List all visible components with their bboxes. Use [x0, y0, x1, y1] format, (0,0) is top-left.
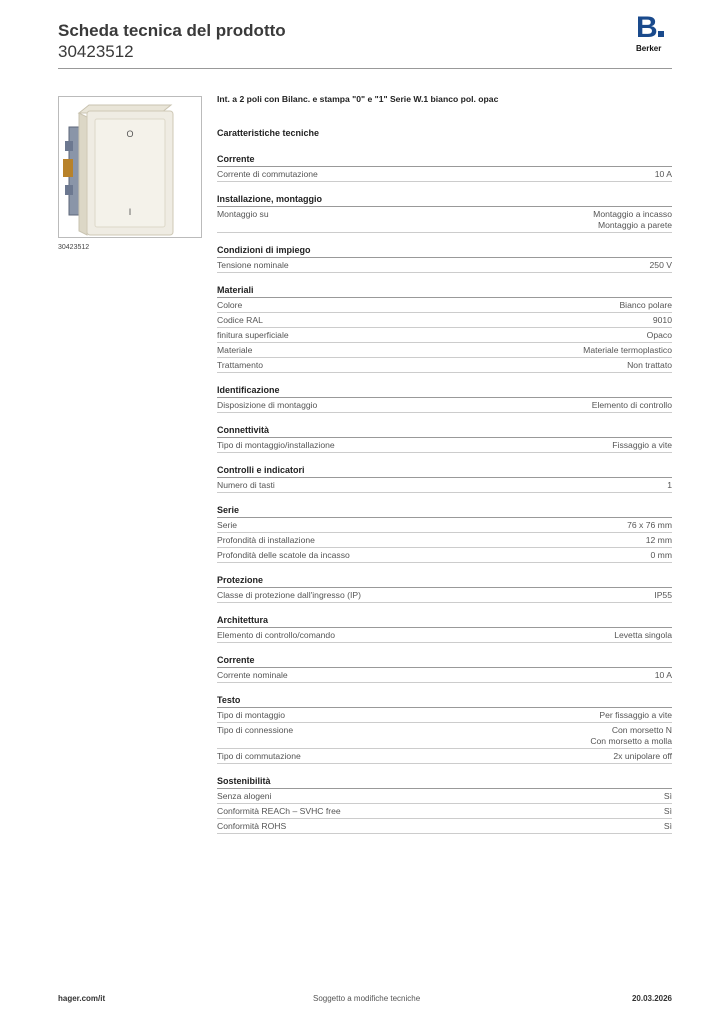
spec-group-title: Controlli e indicatori [217, 465, 672, 478]
datasheet-content [217, 94, 672, 834]
spec-value-line: Opaco [646, 329, 672, 340]
spec-value [667, 480, 672, 491]
spec-row [217, 207, 672, 233]
spec-row [217, 548, 672, 563]
product-image [58, 96, 202, 238]
berker-logo [636, 11, 676, 54]
spec-label: Classe di protezione dall'ingresso (IP) [217, 589, 361, 600]
spec-row [217, 167, 672, 182]
spec-label: Codice RAL [217, 314, 263, 325]
spec-value-line: Per fissaggio a vite [599, 709, 672, 720]
spec-label: Disposizione di montaggio [217, 399, 318, 410]
spec-value-line: Sì [663, 805, 672, 816]
spec-label: Tensione nominale [217, 259, 289, 270]
spec-row [217, 628, 672, 643]
spec-groups [217, 154, 672, 834]
spec-label: Corrente nominale [217, 669, 288, 680]
spec-row [217, 298, 672, 313]
spec-label: Montaggio su [217, 208, 269, 219]
spec-group-title: Serie [217, 505, 672, 518]
spec-label: Tipo di montaggio/installazione [217, 439, 335, 450]
spec-value-line: Con morsetto N [611, 724, 672, 735]
spec-value-line: Sì [663, 790, 672, 801]
spec-value [627, 360, 672, 371]
spec-label: Senza alogeni [217, 790, 272, 801]
spec-value [583, 345, 672, 356]
spec-value [593, 209, 672, 231]
spec-value [664, 821, 672, 832]
spec-value-line: 9010 [652, 314, 672, 325]
spec-value [592, 400, 672, 411]
spec-value [619, 300, 672, 311]
spec-value [664, 806, 672, 817]
spec-value [650, 260, 672, 271]
spec-value-line: Montaggio a parete [597, 219, 672, 230]
spec-value-line: Non trattato [627, 359, 672, 370]
spec-value-line: 10 A [654, 669, 672, 680]
spec-label: Elemento di controllo/comando [217, 629, 335, 640]
spec-group-title: Condizioni di impiego [217, 245, 672, 258]
spec-group-title: Installazione, montaggio [217, 194, 672, 207]
spec-value-line: Levetta singola [614, 629, 672, 640]
spec-value-line: Elemento di controllo [591, 399, 672, 410]
footer-website[interactable]: hager.com/it [58, 994, 106, 1003]
spec-value-line: 76 x 76 mm [627, 519, 672, 530]
header-divider [58, 68, 672, 69]
switch-top-symbol: O [126, 129, 134, 139]
spec-value-line: 0 mm [650, 549, 672, 560]
spec-value-line: IP55 [654, 589, 672, 600]
section-title: Caratteristiche tecniche [217, 128, 320, 138]
spec-row [217, 789, 672, 804]
logo-dot [658, 31, 664, 37]
spec-value [655, 670, 672, 681]
spec-value-line: 250 V [649, 259, 672, 270]
spec-row [217, 438, 672, 453]
spec-row [217, 343, 672, 358]
spec-group-title: Corrente [217, 154, 672, 167]
spec-label: Colore [217, 299, 243, 310]
spec-row [217, 358, 672, 373]
spec-label: Tipo di commutazione [217, 750, 301, 761]
spec-group-title: Identificazione [217, 385, 672, 398]
spec-label: Conformità REACh – SVHC free [217, 805, 341, 816]
spec-group-title: Corrente [217, 655, 672, 668]
footer-note: Soggetto a modifiche tecniche [313, 994, 421, 1003]
spec-group-title: Architettura [217, 615, 672, 628]
spec-value [654, 590, 672, 601]
spec-label: Numero di tasti [217, 479, 275, 490]
spec-value-line: Sì [663, 820, 672, 831]
spec-value-line: 1 [667, 479, 672, 490]
switch-illustration [59, 97, 201, 237]
spec-group-title: Materiali [217, 285, 672, 298]
spec-value [590, 725, 672, 747]
spec-row [217, 258, 672, 273]
spec-value [653, 315, 672, 326]
switch-bottom-symbol: I [128, 207, 132, 217]
spec-label: Tipo di montaggio [217, 709, 285, 720]
page-header [58, 20, 286, 62]
spec-value-line: 12 mm [645, 534, 672, 545]
spec-value-line: Con morsetto a molla [590, 735, 672, 746]
spec-label: Materiale [217, 344, 253, 355]
spec-group-title: Protezione [217, 575, 672, 588]
logo-brand-name: Berker [636, 44, 662, 53]
spec-row [217, 723, 672, 749]
spec-row [217, 819, 672, 834]
spec-label: Tipo di connessione [217, 724, 294, 735]
spec-value-line: Materiale termoplastico [583, 344, 672, 355]
spec-label: Corrente di commutazione [217, 168, 318, 179]
spec-row [217, 749, 672, 764]
spec-value [646, 535, 672, 546]
spec-group-title: Testo [217, 695, 672, 708]
spec-value [647, 330, 672, 341]
spec-value [614, 630, 672, 641]
spec-value [655, 169, 672, 180]
spec-value-line: Bianco polare [619, 299, 672, 310]
spec-row [217, 478, 672, 493]
spec-row [217, 804, 672, 819]
spec-value-line: Fissaggio a vite [612, 439, 672, 450]
spec-row [217, 328, 672, 343]
footer-date: 20.03.2026 [631, 994, 672, 1003]
spec-row [217, 398, 672, 413]
spec-value-line: Montaggio a incasso [593, 208, 672, 219]
spec-value [627, 520, 672, 531]
spec-group-title: Connettività [217, 425, 672, 438]
spec-label: Profondità di installazione [217, 534, 315, 545]
spec-value [664, 791, 672, 802]
spec-label: Trattamento [217, 359, 264, 370]
product-name: Int. a 2 poli con Bilanc. e stampa "0" e "1" Serie W.1 bianco pol. opac [217, 94, 499, 104]
spec-row [217, 668, 672, 683]
spec-value-line: 10 A [654, 168, 672, 179]
spec-label: Profondità delle scatole da incasso [217, 549, 350, 560]
spec-label: Conformità ROHS [217, 820, 287, 831]
spec-label: finitura superficiale [217, 329, 289, 340]
spec-value [613, 751, 672, 762]
image-caption: 30423512 [58, 244, 90, 251]
spec-value [599, 710, 672, 721]
spec-row [217, 518, 672, 533]
spec-row [217, 708, 672, 723]
spec-row [217, 313, 672, 328]
spec-row [217, 588, 672, 603]
spec-row [217, 533, 672, 548]
product-code: 30423512 [58, 42, 134, 61]
spec-value-line: 2x unipolare off [613, 750, 672, 761]
spec-label: Serie [217, 519, 238, 530]
spec-value [651, 550, 672, 561]
spec-value [612, 440, 672, 451]
spec-group-title: Sostenibilità [217, 776, 672, 789]
page-title: Scheda tecnica del prodotto [58, 21, 286, 40]
logo-letter: B [636, 11, 658, 44]
